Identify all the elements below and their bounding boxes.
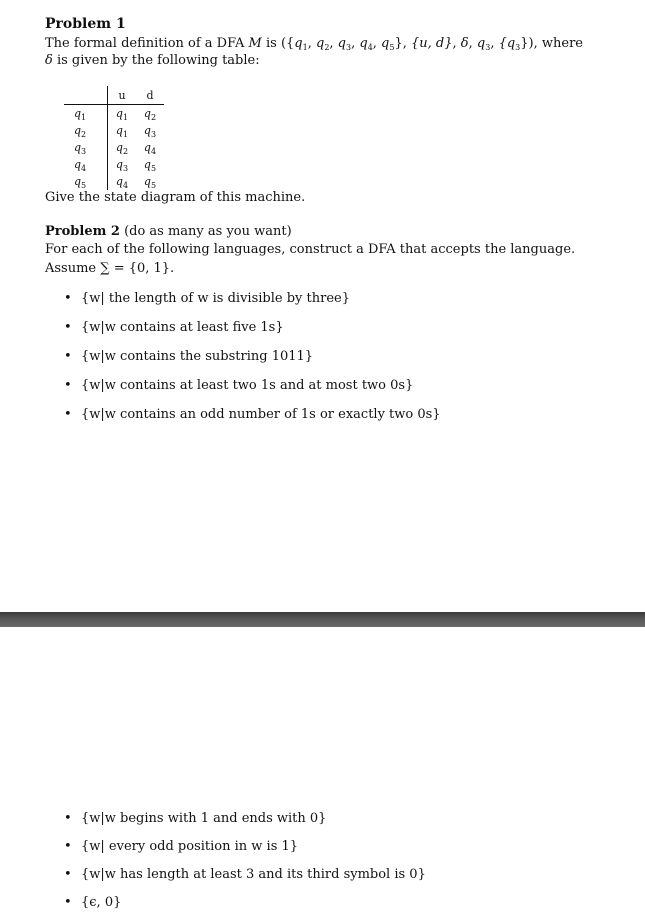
language-definition: {ϵ, 0} [81,895,122,910]
table-row [64,139,164,156]
language-definition: {w|w contains an odd number of 1s or exactly two 0s} [81,407,441,422]
language-definition: {w|w has length at least 3 and its third symbol is 0} [81,867,426,882]
table-row [64,105,164,123]
state-label-cell: $q_3$ [74,141,87,156]
problem-1-table-intro: δ is given by the following table: [45,53,260,68]
table-row [64,122,164,139]
problem-1-definition-line: The formal definition of a DFA M is ({$q_1$, $q_2$, $q_3$, $q_4$, $q_5$}, {u, d}, δ, $q_3$, $\{q_3\}$), where [45,36,583,52]
bullet-icon: • [64,895,72,910]
table-header-cell: u [108,86,137,105]
problem-1-heading: Problem 1 [45,16,126,32]
bullet-icon: • [64,867,72,882]
bullet-icon: • [64,291,72,306]
bullet-icon: • [64,811,72,826]
language-definition: {w| the length of w is divisible by three} [81,291,350,306]
transition-cell: $q_4$ [143,141,157,156]
table-row [64,173,164,190]
transition-table [64,86,164,190]
state-label-cell: $q_1$ [74,107,87,122]
transition-cell: $q_1$ [108,105,137,123]
bullet-icon: • [64,320,72,335]
language-definition: {w|w contains the substring 1011} [81,349,314,364]
language-definition: {w|w contains at least five 1s} [81,320,284,335]
transition-cell: $q_3$ [143,124,157,139]
bullet-icon: • [64,407,72,422]
transition-cell: $q_2$ [143,107,157,122]
transition-cell: $q_5$ [143,158,157,173]
problem-2-instruction: For each of the following languages, construct a DFA that accepts the language. [45,242,576,257]
bullet-icon: • [64,378,72,393]
state-label-cell: $q_5$ [74,175,87,190]
language-definition: {w|w begins with 1 and ends with 0} [81,811,327,826]
transition-cell: $q_2$ [108,139,137,156]
table-header-cell: d [146,88,154,102]
bullet-icon: • [64,839,72,854]
problem-2-heading: Problem 2 (do as many as you want) [45,224,292,239]
bullet-icon: • [64,349,72,364]
language-definition: {w| every odd position in w is 1} [81,839,299,854]
transition-cell: $q_1$ [108,122,137,139]
document-page-2 [0,627,645,923]
problem-1-closing: Give the state diagram of this machine. [45,190,306,205]
page-separator [0,612,645,627]
transition-cell: $q_4$ [108,173,137,190]
transition-table-header [64,86,164,105]
transition-cell: $q_3$ [108,156,137,173]
state-label-cell: $q_4$ [74,158,87,173]
table-row [64,156,164,173]
language-definition: {w|w contains at least two 1s and at most two 0s} [81,378,414,393]
table-header-cell [64,86,108,105]
transition-cell: $q_5$ [143,175,157,190]
problem-2-alphabet-line: Assume ∑ = {0, 1}. [45,261,175,276]
state-label-cell: $q_2$ [74,124,87,139]
